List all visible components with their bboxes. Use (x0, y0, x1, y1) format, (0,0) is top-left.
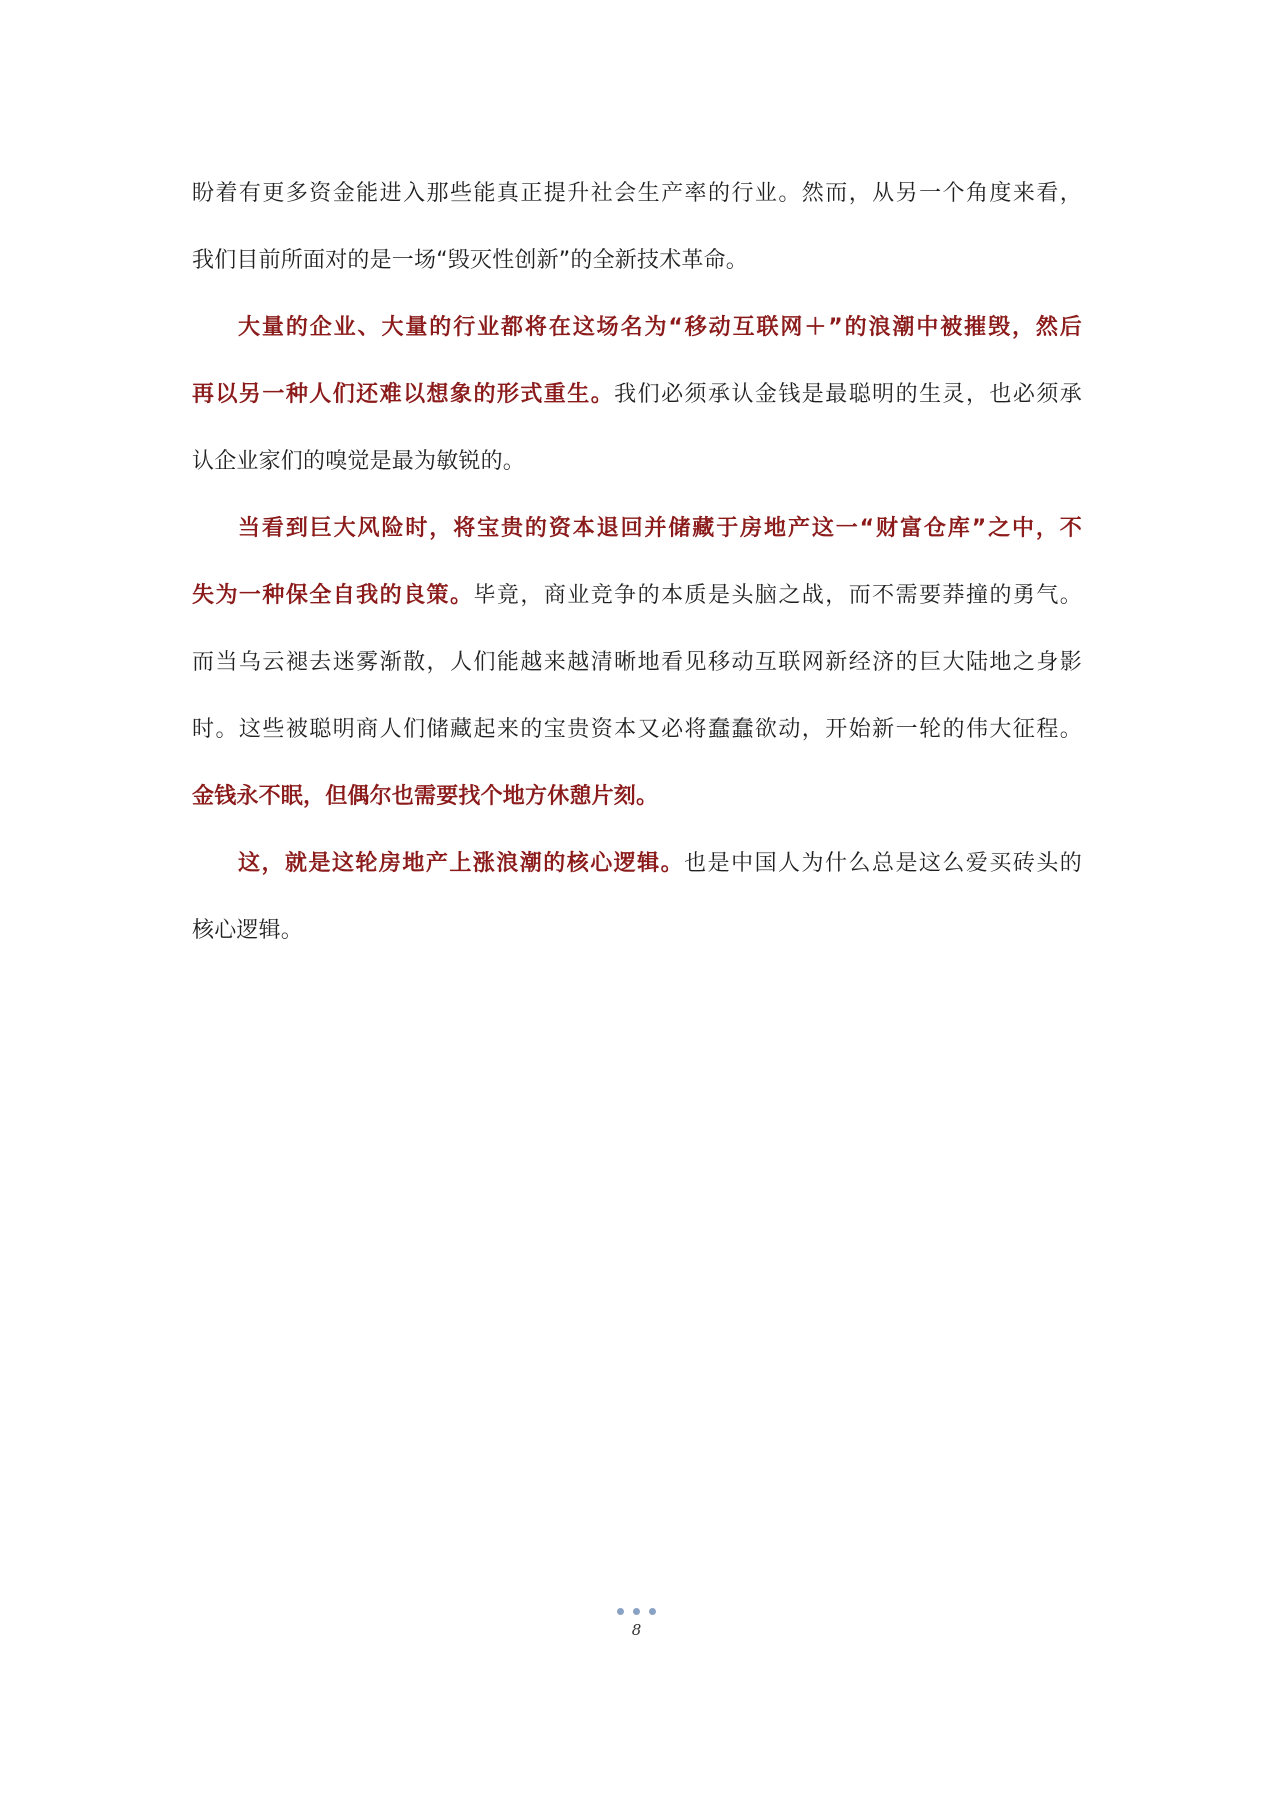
text-segment: 认企业家们的嗅觉是最为敏锐的。 (192, 449, 526, 474)
text-line (192, 428, 1082, 495)
text-line (192, 629, 1082, 696)
page-footer (0, 1600, 1273, 1639)
text-line (192, 562, 1082, 629)
text-segment: 我们目前所面对的是一场“毁灭性创新”的全新技术革命。 (192, 248, 748, 273)
text-segment: 时。这些被聪明商人们储藏起来的宝贵资本又必将蠢蠢欲动，开始新一轮的伟大征程。 (192, 717, 1082, 742)
highlighted-text: 失为一种保全自我的良策。 (192, 583, 474, 608)
text-segment: 毕竟，商业竞争的本质是头脑之战，而不需要莽撞的勇气。 (473, 583, 1082, 608)
text-line (192, 495, 1082, 562)
text-line (192, 227, 1082, 294)
dot-icon (649, 1608, 656, 1615)
text-segment: 我们必须承认金钱是最聪明的生灵，也必须承 (614, 382, 1082, 407)
text-line (192, 897, 1082, 964)
text-line (192, 763, 1082, 830)
text-segment: 也是中国人为什么总是这么爱买砖头的 (684, 851, 1082, 876)
text-line (192, 696, 1082, 763)
highlighted-text: 这，就是这轮房地产上涨浪潮的核心逻辑。 (238, 851, 685, 876)
footer-dots-icon (617, 1608, 656, 1615)
text-segment: 核心逻辑。 (192, 918, 304, 943)
text-line (192, 294, 1082, 361)
page-number: 8 (631, 1621, 642, 1639)
dot-icon (633, 1608, 640, 1615)
highlighted-text: 金钱永不眠，但偶尔也需要找个地方休憩片刻。 (192, 784, 659, 809)
highlighted-text: 大量的企业、大量的行业都将在这场名为“移动互联网＋”的浪潮中被摧毁，然后 (238, 315, 1082, 340)
text-segment: 盼着有更多资金能进入那些能真正提升社会生产率的行业。然而，从另一个角度来看， (192, 181, 1082, 206)
text-line (192, 361, 1082, 428)
text-line (192, 830, 1082, 897)
highlighted-text: 再以另一种人们还难以想象的形式重生。 (192, 382, 615, 407)
text-line (192, 160, 1082, 227)
highlighted-text: 当看到巨大风险时，将宝贵的资本退回并储藏于房地产这一“财富仓库”之中，不 (238, 516, 1082, 541)
body-text (192, 160, 1082, 964)
text-segment: 而当乌云褪去迷雾渐散，人们能越来越清晰地看见移动互联网新经济的巨大陆地之身影 (192, 650, 1082, 675)
dot-icon (617, 1608, 624, 1615)
